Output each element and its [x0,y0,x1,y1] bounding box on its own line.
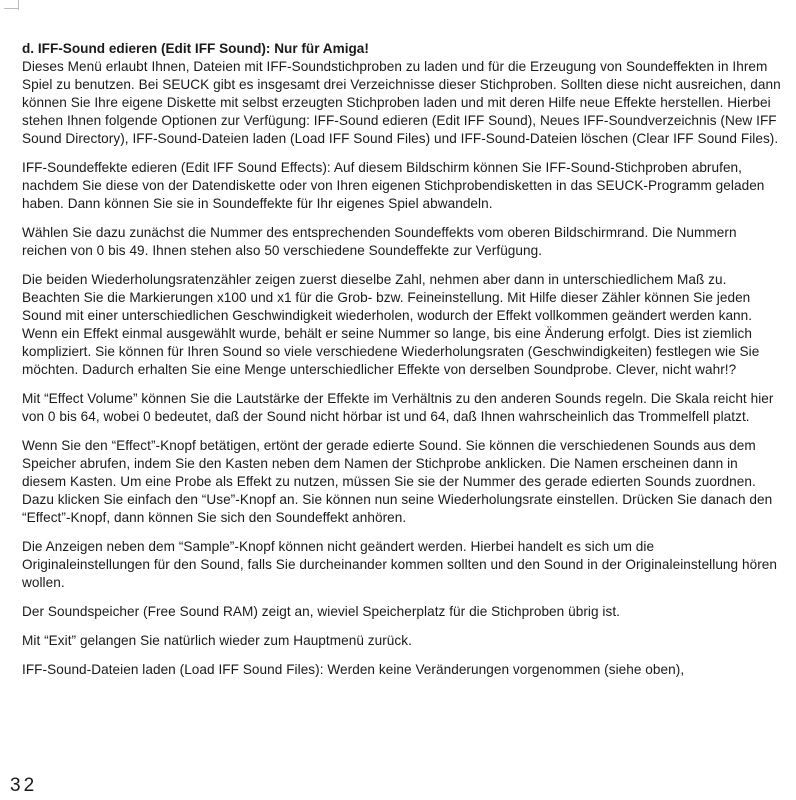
page-number: 32 [10,775,38,796]
paragraph-effect-button: Wenn Sie den “Effect”-Knopf betätigen, ertönt der gerade edierte Sound. Sie können die verschiedenen Sounds aus dem Speicher abrufen, indem Sie den Kasten neben dem Namen der Stichprobe anklicken. Die Namen erscheinen dann in diesem Kasten. Um eine Probe als Effekt zu nutzen, müssen Sie sie der Nummer des gerade edierten Sounds zuordnen. Dazu klicken Sie einfach den “Use”-Knopf an. Sie können nun seine Wiederholungsrate einstellen. Drücken Sie danach den “Effect”-Knopf, dann können Sie sich den Soundeffekt anhören. [22,438,773,525]
section-heading: d. IFF-Sound edieren (Edit IFF Sound): Nur für Amiga! [22,41,369,56]
crop-mark-horizontal [4,8,18,9]
paragraph-repeat-counters: Die beiden Wiederholungsratenzähler zeigen zuerst dieselbe Zahl, nehmen aber dann in unterschiedlichem Maß zu. Beachten Sie die Markierungen x100 und x1 für die Grob- bzw. Feineinstellung. Mit Hilfe dieser Zähler können Sie jeden Sound mit einer unterschiedlichen Geschwindigkeit wiederholen, wodurch der Effekt vollkommen geändert werden kann. Wenn ein Effekt einmal ausgewählt wurde, behält er seine Nummer so lange, bis eine Änderung erfolgt. Dies ist ziemlich kompliziert. Sie können für Ihren Sound so viele verschiedene Wiederholungsraten (Geschwindigkeiten) festlegen wie Sie möchten. Dadurch erhalten Sie eine Menge unterschiedlicher Effekte von derselben Soundprobe. Clever, nicht wahr!? [22,272,760,377]
paragraph-free-sound-ram: Der Soundspeicher (Free Sound RAM) zeigt an, wieviel Speicherplatz für die Stichproben übrig ist. [22,604,620,619]
crop-mark-vertical [18,0,19,10]
paragraph-load-files: IFF-Sound-Dateien laden (Load IFF Sound Files): Werden keine Veränderungen vorgenommen (siehe oben), [22,662,685,677]
page-content [22,40,782,690]
paragraph-exit: Mit “Exit” gelangen Sie natürlich wieder zum Hauptmenü zurück. [22,633,412,648]
paragraph-effect-volume: Mit “Effect Volume” können Sie die Lautstärke der Effekte im Verhältnis zu den anderen Sounds regeln. Die Skala reicht hier von 0 bis 64, wobei 0 bedeutet, daß der Sound nicht hörbar ist und 64, daß Ihnen wahrscheinlich das Trommelfell platzt. [22,391,774,424]
paragraph-select-number: Wählen Sie dazu zunächst die Nummer des entsprechenden Soundeffekts vom oberen Bildschirmrand. Die Nummern reichen von 0 bis 49. Ihnen stehen also 50 verschiedene Soundeffekte zur Verfügung. [22,225,737,258]
paragraph-edit-effects: IFF-Soundeffekte edieren (Edit IFF Sound Effects): Auf diesem Bildschirm können Sie IFF-Sound-Stichproben abrufen, nachdem Sie diese von der Datendiskette oder von Ihren eigenen Stichprobendisketten in das SEUCK-Programm geladen haben. Dann können Sie sie in Soundeffekte für Ihr eigenes Spiel abwandeln. [22,160,765,211]
paragraph-sample-button: Die Anzeigen neben dem “Sample”-Knopf können nicht geändert werden. Hierbei handelt es sich um die Originaleinstellungen für den Sound, falls Sie durcheinander kommen sollten und den Sound in der Originaleinstellung hören wollen. [22,539,777,590]
paragraph-intro: Dieses Menü erlaubt Ihnen, Dateien mit IFF-Soundstichproben zu laden und für die Erzeugung von Soundeffekten in Ihrem Spiel zu benutzen. Bei SEUCK gibt es insgesamt drei Verzeichnisse dieser Stichproben. Sollten diese nicht ausreichen, dann können Sie Ihre eigene Diskette mit selbst erzeugten Stichproben laden und mit deren Hilfe neue Effekte herstellen. Hierbei stehen Ihnen folgende Optionen zur Verfügung: IFF-Sound edieren (Edit IFF Sound), Neues IFF-Soundverzeichnis (New IFF Sound Directory), IFF-Sound-Dateien laden (Load IFF Sound Files) und IFF-Sound-Dateien löschen (Clear IFF Sound Files). [22,59,781,146]
